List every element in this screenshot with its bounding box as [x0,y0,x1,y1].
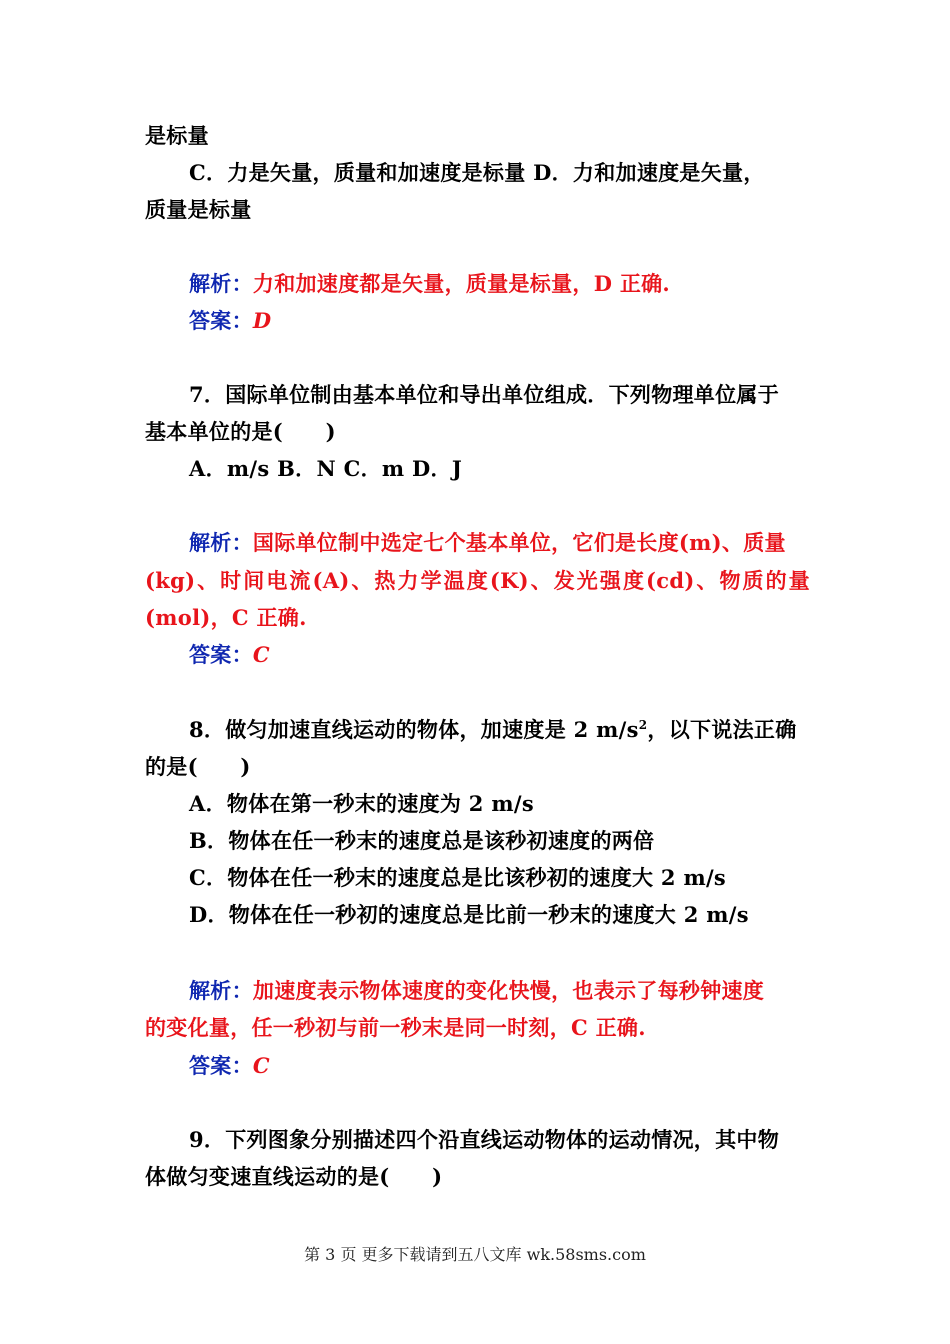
answer-value: D [252,308,272,333]
q8-stem-superscript: 2 [638,718,648,732]
q9-stem-line1: 9．下列图象分别描述四个沿直线运动物体的运动情况，其中物 [189,1127,780,1152]
analysis-text: 国际单位制中选定七个基本单位，它们是长度(m)、质量 [252,530,786,555]
q7-analysis-line1 [145,528,854,558]
q6-analysis [145,269,854,299]
q8-analysis-line1 [145,976,854,1006]
q7-options: A．m/s B．N C．m D．J [189,456,463,481]
q8-option-b: B．物体在任一秒末的速度总是该秒初速度的两倍 [189,828,655,853]
q6-answer [145,306,854,336]
q7-analysis-line2: (kg)、时间电流(A)、热力学温度(K)、发光强度(cd)、物质的量 [145,568,810,593]
q8-stem-line1 [145,715,854,745]
analysis-text: 加速度表示物体速度的变化快慢，也表示了每秒钟速度 [252,978,765,1003]
q8-analysis-line2: 的变化量，任一秒初与前一秒末是同一时刻，C 正确. [145,1015,646,1040]
q7-stem-line2: 基本单位的是( ) [145,419,336,444]
analysis-label: 解析： [189,271,253,296]
page-footer: 第 3 页 更多下载请到五八文库 wk.58sms.com [304,1245,646,1264]
q8-answer [145,1051,854,1081]
analysis-label: 解析： [189,530,253,555]
q6-continuation-line1: 是标量 [145,123,209,148]
answer-value: C [252,1053,270,1078]
q9-stem-line2: 体做匀变速直线运动的是( ) [145,1164,443,1189]
q8-option-a: A．物体在第一秒末的速度为 2 m/s [189,791,534,816]
q8-stem-line2: 的是( ) [145,754,251,779]
q8-stem-part-a: 8．做匀加速直线运动的物体，加速度是 2 m/s [189,717,639,742]
answer-label: 答案： [189,1053,253,1078]
q7-stem-line1: 7．国际单位制由基本单位和导出单位组成．下列物理单位属于 [189,382,780,407]
answer-label: 答案： [189,308,253,333]
q6-continuation-line3: 质量是标量 [145,197,252,222]
q8-option-d: D．物体在任一秒初的速度总是比前一秒末的速度大 2 m/s [189,902,749,927]
analysis-label: 解析： [189,978,253,1003]
q8-option-c: C．物体在任一秒末的速度总是比该秒初的速度大 2 m/s [189,865,727,890]
analysis-text: 力和加速度都是矢量，质量是标量，D 正确. [252,271,671,296]
q7-analysis-line3: (mol)，C 正确. [145,605,307,630]
q8-stem-part-b: ，以下说法正确 [647,717,797,742]
answer-label: 答案： [189,642,253,667]
q6-options-line: C．力是矢量，质量和加速度是标量 D．力和加速度是矢量， [189,160,765,185]
answer-value: C [252,642,270,667]
q7-answer [145,640,854,670]
